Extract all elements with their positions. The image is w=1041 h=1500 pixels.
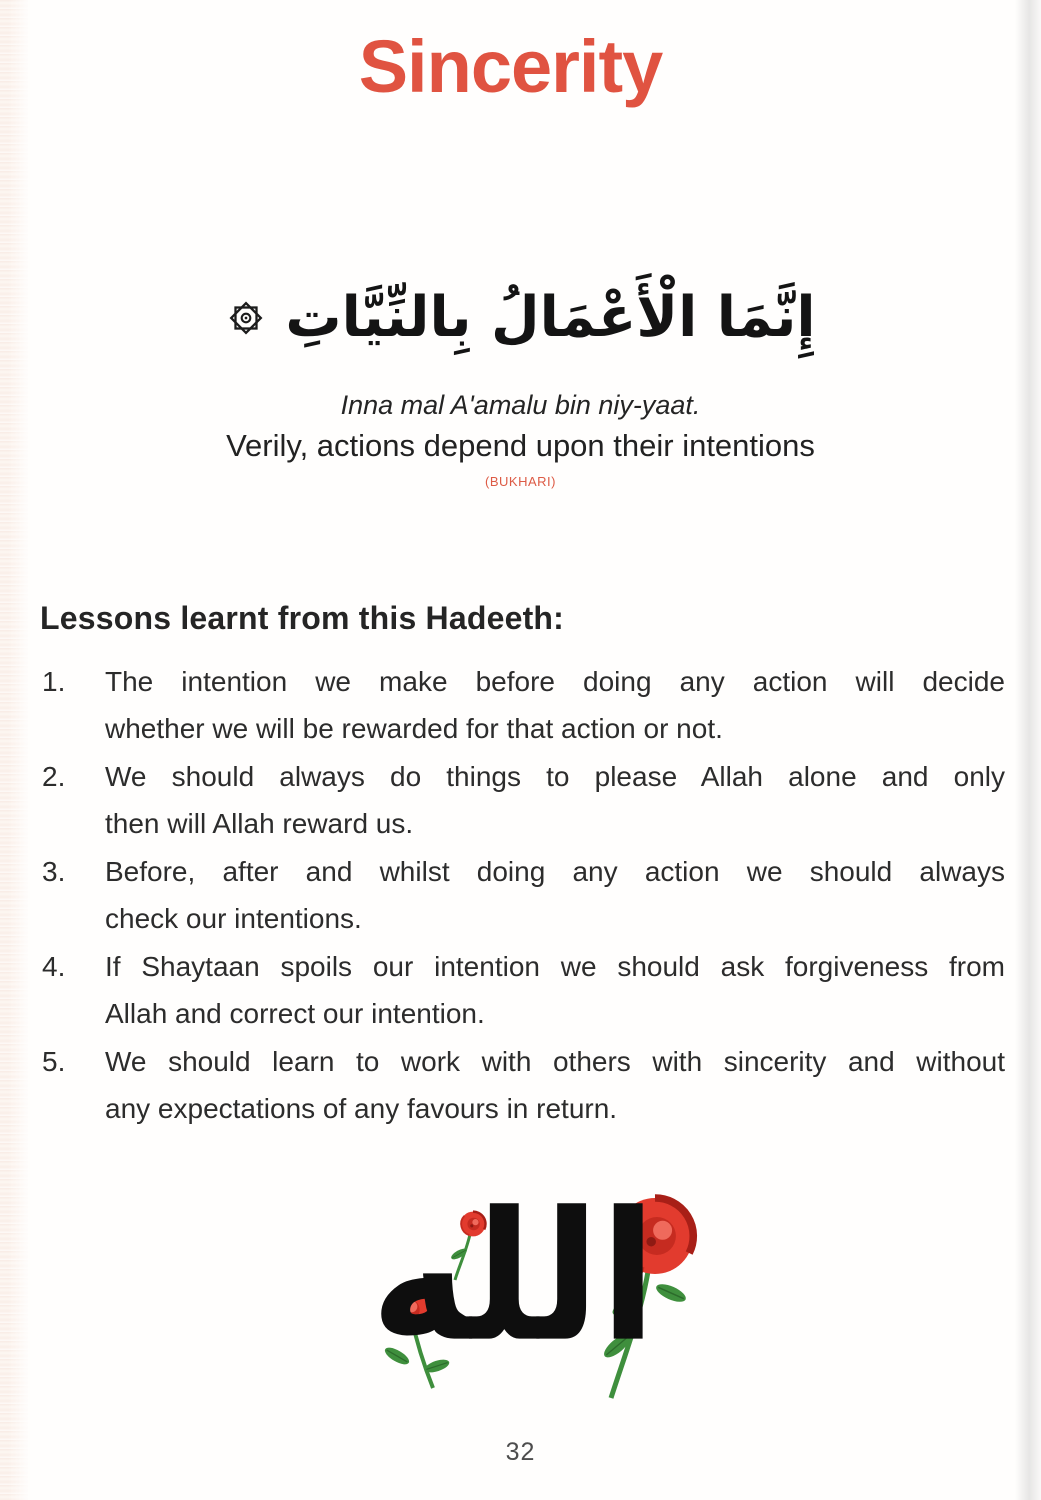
item-line: any expectations of any favours in return. — [105, 1093, 618, 1124]
item-number: 1. — [42, 666, 66, 697]
item-line: then will Allah reward us. — [105, 808, 414, 839]
item-number: 5. — [42, 1046, 66, 1077]
item-number: 4. — [42, 951, 66, 982]
item-text — [105, 658, 1005, 752]
item-line: Before, after and whilst doing any action we should always — [105, 856, 1005, 887]
item-line: whether we will be rewarded for that action or not. — [105, 713, 723, 744]
item-number: 2. — [42, 761, 66, 792]
item-line: If Shaytaan spoils our intention we should ask forgiveness from — [105, 951, 1005, 982]
hadeeth-transliteration: Inna mal A'amalu bin niy-yaat. — [340, 390, 701, 420]
item-line: check our intentions. — [105, 903, 362, 934]
list-item — [42, 1038, 1005, 1132]
item-line: We should always do things to please Allah alone and only — [105, 761, 1005, 792]
item-text — [105, 943, 1005, 1037]
hadeeth-translation: Verily, actions depend upon their intentions — [226, 428, 815, 463]
lessons-heading: Lessons learnt from this Hadeeth: — [40, 600, 565, 636]
item-line: We should learn to work with others with sincerity and without — [105, 1046, 1005, 1077]
item-text — [105, 1038, 1005, 1132]
item-line: The intention we make before doing any action will decide — [105, 666, 1005, 697]
item-text — [105, 848, 1005, 942]
page-scan-shadow — [1015, 0, 1041, 1500]
page-binding-edge-texture — [0, 0, 30, 1500]
allah-calligraphy-with-roses — [359, 1172, 699, 1403]
list-item — [42, 848, 1005, 942]
list-item — [42, 658, 1005, 752]
item-text — [105, 753, 1005, 847]
page-title: Sincerity — [358, 25, 663, 108]
lessons-list — [42, 658, 1005, 1133]
item-line: Allah and correct our intention. — [105, 998, 485, 1029]
page-number: 32 — [505, 1438, 536, 1466]
rub-el-hizb-icon — [225, 297, 267, 339]
hadeeth-arabic-text: إِنَّمَا الْأَعْمَالُ بِالنِّيَّاتِ — [285, 285, 816, 350]
hadeeth-source: (BUKHARI) — [485, 474, 556, 489]
list-item — [42, 753, 1005, 847]
hadeeth-arabic-row — [0, 276, 1041, 360]
allah-calligraphy-text: الله — [370, 1172, 657, 1381]
list-item — [42, 943, 1005, 1037]
item-number: 3. — [42, 856, 66, 887]
